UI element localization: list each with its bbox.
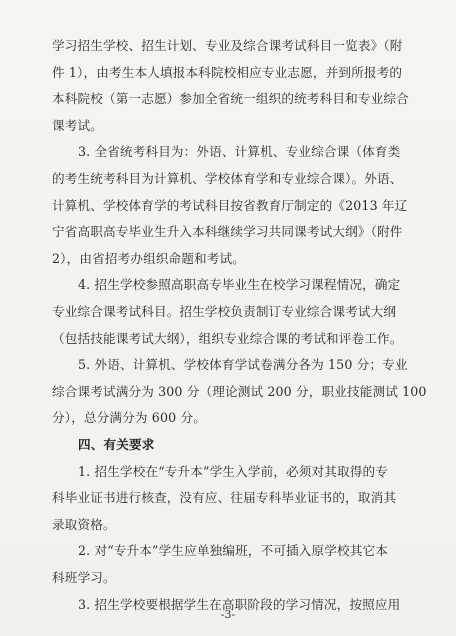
text-line: 学习招生学校、招生计划、专业及综合课考试科目一览表》（附 (52, 38, 403, 53)
text-line: 宁省高职高专毕业生升入本科继续学习共同课考试大纲》（附件 (52, 224, 403, 240)
text-line: 的考生统考科目为计算机、学校体育学和专业综合课）。外语、 (52, 171, 403, 186)
section-heading: 四、有关要求 (78, 437, 155, 452)
text-line: 3. 全省统考科目为：外语、计算机、专业综合课（体育类 (78, 144, 401, 160)
text-line: 录取资格。 (52, 516, 116, 532)
text-line: 3. 招生学校要根据学生在高职阶段的学习情况，按照应用 (78, 596, 401, 612)
text-line: 课考试。 (52, 117, 103, 133)
text-line: （包括技能课考试大纲），组织专业综合课的考试和评卷工作。 (52, 330, 403, 346)
text-line: 计算机、学校体育学的考试科目按省教育厅制定的《2013 年辽 (52, 197, 408, 213)
text-line: 科班学习。 (52, 570, 116, 585)
text-line: 分），总分满分为 600 分。 (52, 410, 206, 426)
text-line: 2），由省招考办组织命题和考试。 (52, 250, 246, 266)
text-line: 4. 招生学校参照高职高专毕业生在校学习课程情况，确定 (78, 277, 401, 293)
text-line: 5. 外语、计算机、学校体育学试卷满分各为 150 分；专业 (78, 357, 408, 373)
text-line: 本科院校（第一志愿）参加全省统一组织的统考科目和专业综合 (52, 91, 409, 107)
text-line: 1. 招生学校在“专升本”学生入学前，必须对其取得的专 (78, 463, 389, 479)
text-line: 2. 对“专升本”学生应单独编班，不可插入原学校其它本 (78, 543, 389, 559)
page-number: -3- (220, 608, 236, 621)
text-line: 专业综合课考试科目。招生学校负责制订专业综合课考试大纲 (52, 304, 397, 319)
text-line: 件 1），由考生本人填报本科院校相应专业志愿，并到所报考的 (52, 64, 403, 80)
text-line: 综合课考试满分为 300 分（理论测试 200 分，职业技能测试 100 (52, 383, 427, 399)
text-line: 科毕业证书进行核查，没有应、往届专科毕业证书的，取消其 (52, 490, 397, 506)
